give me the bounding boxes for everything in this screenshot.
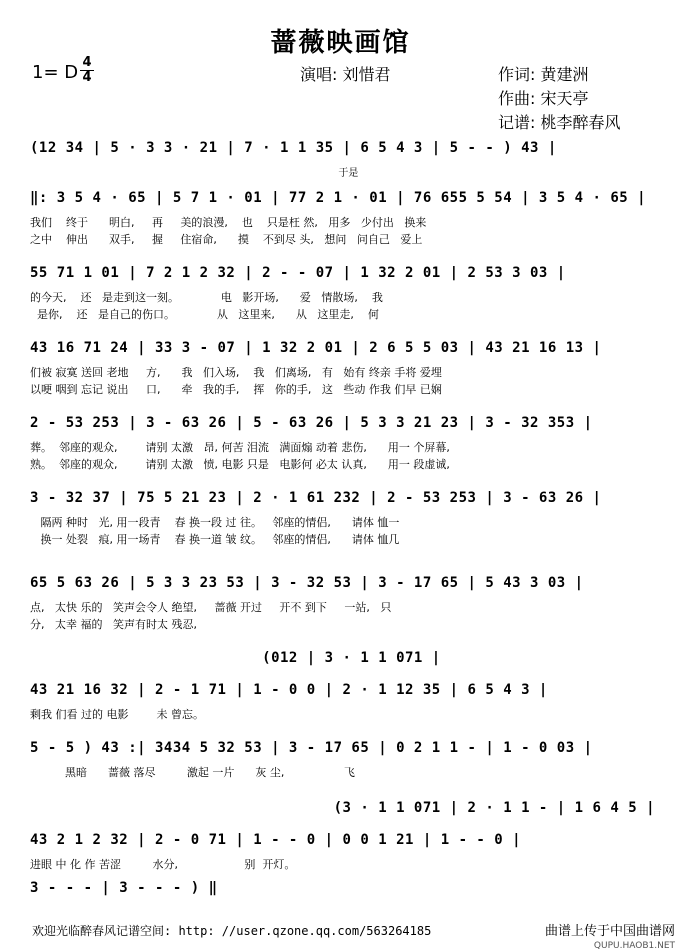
notation-line: (012 | 3 · 1 1 071 | xyxy=(30,650,441,666)
lyric-line: 剩我 们看 过的 电影 未 曾忘。 xyxy=(30,708,204,721)
notation-line: 43 2 1 2 32 | 2 - 0 71 | 1 - - 0 | 0 0 1 21 | 1 - - 0 | xyxy=(30,832,522,848)
lyric-line: 分, 太幸 福的 笑声有时太 残忍, xyxy=(30,618,197,631)
watermark-url: QUPU.HAOB1.NET xyxy=(593,941,675,951)
lyric-line: 隔两 种时 光, 用一段青 春 换一段 过 往。 邻座的情侣, 请体 恤一 xyxy=(30,516,400,529)
notation-line: (3 · 1 1 071 | 2 · 1 1 - | 1 6 4 5 | xyxy=(30,800,656,816)
notation-line: 5 - 5 ) 43 :| 3434 5 32 53 | 3 - 17 65 | 0 2 1 1 - | 1 - 0 03 | xyxy=(30,740,593,756)
notation-line: (12 34 | 5 · 3 3 · 21 | 7 · 1 1 35 | 6 5 4 3 | 5 - - ) 43 | xyxy=(30,140,557,156)
footer-text: 欢迎光临醉春风记谱空间: http: //user.qzone.qq.com/563264185 xyxy=(32,924,432,938)
lyric-line: 黑暗 蔷薇 落尽 激起 一片 灰 尘, 飞 xyxy=(30,766,355,779)
notation-line: ‖: 3 5 4 · 65 | 5 7 1 · 01 | 77 2 1 · 01 | 76 655 5 54 | 3 5 4 · 65 | xyxy=(30,190,647,206)
time-signature-top: 4 xyxy=(82,55,92,70)
watermark xyxy=(545,920,675,951)
time-signature-bottom: 4 xyxy=(80,70,94,85)
notation-line: 55 71 1 01 | 7 2 1 2 32 | 2 - - 07 | 1 32 2 01 | 2 53 3 03 | xyxy=(30,265,566,281)
lyric-line: 点, 太快 乐的 笑声会令人 绝望, 蔷薇 开过 开不 到下 一站, 只 xyxy=(30,601,392,614)
lyric-line: 进眼 中 化 作 苦涩 水分, 别 开灯。 xyxy=(30,858,296,871)
lyric-line: 我们 终于 明白, 再 美的浪漫, 也 只是枉 然, 用多 少付出 换来 xyxy=(30,216,427,229)
lyric-line: 熟。 邻座的观众, 请别 太激 愤, 电影 只是 电影何 必太 认真, 用一 段虚诚, xyxy=(30,458,450,471)
watermark-text: 曲谱上传于中国曲谱网 xyxy=(544,924,675,939)
lyric-line: 之中 伸出 双手, 握 住宿命, 摸 不到尽 头, 想问 问自己 爱上 xyxy=(30,233,423,246)
lyric-line: 是你, 还 是自己的伤口。 从 这里来, 从 这里走, 何 xyxy=(30,308,379,321)
notation-line: 65 5 63 26 | 5 3 3 23 53 | 3 - 32 53 | 3 - 17 65 | 5 43 3 03 | xyxy=(30,575,584,591)
lyric-line: 的今天, 还 是走到这一刻。 电 影开场, 爱 情散场, 我 xyxy=(30,291,383,304)
notation-line: 43 16 71 24 | 33 3 - 07 | 1 32 2 01 | 2 6 5 5 03 | 43 21 16 13 | xyxy=(30,340,602,356)
notation-line: 3 - - - | 3 - - - ) ‖ xyxy=(30,880,218,896)
notation-line: 43 21 16 32 | 2 - 1 71 | 1 - 0 0 | 2 · 1 12 35 | 6 5 4 3 | xyxy=(30,682,548,698)
lyric-line: 葬。 邻座的观众, 请别 太激 昂, 何苦 泪流 满面煽 动着 悲伤, 用一 个屏幕, xyxy=(30,441,450,454)
lyric-line: 于是 xyxy=(30,168,359,179)
lyric-line: 换一 处裂 痕, 用一场青 春 换一道 皱 纹。 邻座的情侣, 请体 恤几 xyxy=(30,533,400,546)
transcriber-credit: 记谱: 桃李醉春风 xyxy=(498,113,621,132)
composer-credit: 作曲: 宋天亭 xyxy=(498,89,589,108)
song-title: 蔷薇映画馆 xyxy=(270,28,411,58)
lyric-line: 们被 寂寞 送回 老地 方, 我 们入场, 我 们离场, 有 始有 终亲 手将 爱埋 xyxy=(30,366,442,379)
notation-line: 3 - 32 37 | 75 5 21 23 | 2 · 1 61 232 | 2 - 53 253 | 3 - 63 26 | xyxy=(30,490,602,506)
lyric-line: 以哽 咽到 忘记 说出 口, 牵 我的手, 挥 你的手, 这 些动 作我 们早 已娴 xyxy=(30,383,442,396)
singer-credit: 演唱: 刘惜君 xyxy=(300,65,391,84)
time-signature xyxy=(80,56,94,85)
key-signature: 1= D xyxy=(32,62,79,83)
lyricist-credit: 作词: 黄建洲 xyxy=(498,65,589,84)
notation-line: 2 - 53 253 | 3 - 63 26 | 5 - 63 26 | 5 3 3 21 23 | 3 - 32 353 | xyxy=(30,415,593,431)
